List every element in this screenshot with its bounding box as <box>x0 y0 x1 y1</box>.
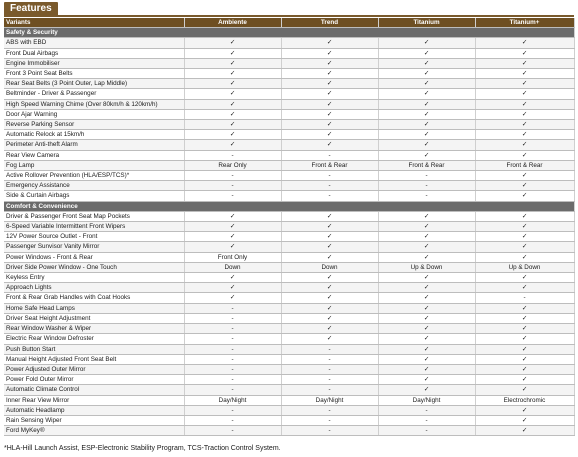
feature-value: ✓ <box>475 252 574 262</box>
table-row <box>4 69 574 79</box>
feature-value: ✓ <box>475 405 574 415</box>
feature-name: Power Adjusted Outer Mirror <box>4 364 184 374</box>
feature-value: ✓ <box>281 252 378 262</box>
feature-value: Down <box>281 262 378 272</box>
feature-value: - <box>184 344 281 354</box>
feature-value: - <box>281 415 378 425</box>
feature-name: Inner Rear View Mirror <box>4 395 184 405</box>
feature-value: ✓ <box>281 130 378 140</box>
feature-value: Up & Down <box>378 262 475 272</box>
table-row <box>4 283 574 293</box>
feature-name: Rain Sensing Wiper <box>4 415 184 425</box>
feature-value: ✓ <box>184 99 281 109</box>
table-row <box>4 415 574 425</box>
feature-name: Front & Rear Grab Handles with Coat Hooks <box>4 293 184 303</box>
feature-value: ✓ <box>475 211 574 221</box>
feature-value: ✓ <box>281 48 378 58</box>
feature-name: Home Safe Head Lamps <box>4 303 184 313</box>
feature-name: Approach Lights <box>4 283 184 293</box>
feature-value: - <box>281 171 378 181</box>
feature-value: Front & Rear <box>281 160 378 170</box>
footnote: *HLA-Hill Launch Assist, ESP-Electronic Stability Program, TCS-Traction Control System. <box>4 445 281 452</box>
feature-value: Front Only <box>184 252 281 262</box>
feature-value: - <box>184 405 281 415</box>
feature-value: - <box>281 354 378 364</box>
feature-value: ✓ <box>281 324 378 334</box>
feature-value: - <box>281 344 378 354</box>
feature-value: ✓ <box>475 130 574 140</box>
feature-value: ✓ <box>281 232 378 242</box>
feature-value: Day/Night <box>378 395 475 405</box>
feature-value: ✓ <box>281 69 378 79</box>
feature-name: Driver & Passenger Front Seat Map Pockets <box>4 211 184 221</box>
feature-value: ✓ <box>184 283 281 293</box>
table-row <box>4 181 574 191</box>
feature-value: ✓ <box>184 58 281 68</box>
table-row <box>4 38 574 48</box>
feature-name: Active Rollover Prevention (HLA/ESP/TCS)* <box>4 171 184 181</box>
feature-name: Power Fold Outer Mirror <box>4 375 184 385</box>
feature-value: ✓ <box>281 242 378 252</box>
feature-value: ✓ <box>475 120 574 130</box>
feature-value: Rear Only <box>184 160 281 170</box>
feature-value: ✓ <box>281 222 378 232</box>
feature-name: Rear Window Washer & Wiper <box>4 324 184 334</box>
table-row <box>4 262 574 272</box>
feature-value: - <box>184 364 281 374</box>
feature-value: ✓ <box>281 58 378 68</box>
feature-value: Down <box>184 262 281 272</box>
feature-value: ✓ <box>475 344 574 354</box>
feature-value: - <box>184 354 281 364</box>
feature-value: ✓ <box>475 324 574 334</box>
table-row <box>4 293 574 303</box>
feature-value: ✓ <box>378 334 475 344</box>
feature-value: - <box>184 334 281 344</box>
column-header-titanium: Titanium <box>378 18 475 28</box>
feature-value: ✓ <box>378 58 475 68</box>
feature-value: ✓ <box>281 303 378 313</box>
feature-value: ✓ <box>475 48 574 58</box>
table-row <box>4 354 574 364</box>
feature-value: ✓ <box>378 364 475 374</box>
table-row <box>4 191 574 201</box>
feature-value: ✓ <box>378 354 475 364</box>
feature-value: - <box>378 426 475 436</box>
feature-value: ✓ <box>475 313 574 323</box>
section-title: Safety & Security <box>4 28 574 38</box>
table-row <box>4 385 574 395</box>
feature-name: Manual Height Adjusted Front Seat Belt <box>4 354 184 364</box>
table-row <box>4 89 574 99</box>
feature-value: ✓ <box>378 375 475 385</box>
feature-name: ABS with EBD <box>4 38 184 48</box>
feature-name: High Speed Warning Chime (Over 80km/h & 120km/h) <box>4 99 184 109</box>
feature-name: Rear Seat Belts (3 Point Outer, Lap Middle) <box>4 79 184 89</box>
feature-name: 12V Power Source Outlet - Front <box>4 232 184 242</box>
feature-value: ✓ <box>184 48 281 58</box>
column-header-titanium-plus: Titanium+ <box>475 18 574 28</box>
feature-value: ✓ <box>281 38 378 48</box>
section-header <box>4 28 574 38</box>
feature-value: ✓ <box>281 79 378 89</box>
feature-value: ✓ <box>475 385 574 395</box>
feature-value: ✓ <box>184 293 281 303</box>
feature-value: ✓ <box>378 48 475 58</box>
feature-value: ✓ <box>281 109 378 119</box>
feature-value: ✓ <box>378 130 475 140</box>
feature-value: - <box>281 191 378 201</box>
feature-value: ✓ <box>184 242 281 252</box>
feature-value: - <box>184 324 281 334</box>
feature-value: ✓ <box>184 89 281 99</box>
feature-value: ✓ <box>281 313 378 323</box>
feature-value: ✓ <box>378 109 475 119</box>
feature-value: - <box>281 181 378 191</box>
title-divider <box>4 15 574 17</box>
table-row <box>4 109 574 119</box>
feature-value: ✓ <box>184 79 281 89</box>
feature-value: - <box>378 191 475 201</box>
table-row <box>4 140 574 150</box>
feature-value: - <box>475 293 574 303</box>
feature-value: ✓ <box>184 109 281 119</box>
feature-value: ✓ <box>475 191 574 201</box>
feature-value: ✓ <box>184 232 281 242</box>
feature-value: ✓ <box>475 415 574 425</box>
feature-name: Electric Rear Window Defroster <box>4 334 184 344</box>
feature-name: 6-Speed Variable Intermittent Front Wipers <box>4 222 184 232</box>
feature-value: ✓ <box>281 120 378 130</box>
feature-value: ✓ <box>184 130 281 140</box>
feature-value: ✓ <box>475 58 574 68</box>
feature-name: Passenger Sunvisor Vanity Mirror <box>4 242 184 252</box>
table-row <box>4 160 574 170</box>
header-row <box>4 18 574 28</box>
section-header <box>4 201 574 211</box>
feature-name: Reverse Parking Sensor <box>4 120 184 130</box>
feature-value: Day/Night <box>184 395 281 405</box>
feature-value: ✓ <box>475 426 574 436</box>
feature-name: Side & Curtain Airbags <box>4 191 184 201</box>
feature-value: ✓ <box>281 334 378 344</box>
feature-value: Electrochromic <box>475 395 574 405</box>
feature-value: Day/Night <box>281 395 378 405</box>
feature-value: - <box>184 375 281 385</box>
feature-value: ✓ <box>475 181 574 191</box>
feature-value: ✓ <box>378 38 475 48</box>
feature-value: ✓ <box>475 303 574 313</box>
feature-value: - <box>184 191 281 201</box>
feature-value: ✓ <box>475 109 574 119</box>
feature-value: - <box>184 303 281 313</box>
feature-value: ✓ <box>184 120 281 130</box>
feature-name: Automatic Relock at 15km/h <box>4 130 184 140</box>
features-table <box>4 18 575 436</box>
feature-value: ✓ <box>475 79 574 89</box>
feature-value: ✓ <box>281 99 378 109</box>
feature-value: ✓ <box>281 283 378 293</box>
feature-name: Automatic Headlamp <box>4 405 184 415</box>
feature-value: ✓ <box>475 140 574 150</box>
table-row <box>4 252 574 262</box>
feature-name: Keyless Entry <box>4 273 184 283</box>
feature-value: - <box>378 181 475 191</box>
feature-value: ✓ <box>281 293 378 303</box>
feature-value: ✓ <box>184 69 281 79</box>
feature-value: - <box>184 150 281 160</box>
feature-value: ✓ <box>475 375 574 385</box>
table-row <box>4 222 574 232</box>
feature-value: ✓ <box>281 273 378 283</box>
feature-name: Beltminder - Driver & Passenger <box>4 89 184 99</box>
feature-value: ✓ <box>378 140 475 150</box>
feature-value: Front & Rear <box>475 160 574 170</box>
feature-value: ✓ <box>378 89 475 99</box>
feature-name: Ford MyKey® <box>4 426 184 436</box>
feature-value: ✓ <box>475 171 574 181</box>
table-row <box>4 313 574 323</box>
feature-name: Push Button Start <box>4 344 184 354</box>
feature-value: - <box>281 426 378 436</box>
feature-name: Power Windows - Front & Rear <box>4 252 184 262</box>
feature-value: ✓ <box>378 283 475 293</box>
feature-value: - <box>281 405 378 415</box>
table-row <box>4 273 574 283</box>
feature-value: ✓ <box>475 364 574 374</box>
feature-value: ✓ <box>475 150 574 160</box>
table-row <box>4 150 574 160</box>
feature-value: Front & Rear <box>378 160 475 170</box>
table-row <box>4 426 574 436</box>
table-row <box>4 79 574 89</box>
feature-value: ✓ <box>378 69 475 79</box>
feature-value: ✓ <box>475 99 574 109</box>
feature-value: - <box>378 415 475 425</box>
table-row <box>4 405 574 415</box>
feature-name: Engine Immobiliser <box>4 58 184 68</box>
feature-value: ✓ <box>475 232 574 242</box>
feature-value: - <box>184 385 281 395</box>
table-body <box>4 28 574 436</box>
table-row <box>4 58 574 68</box>
feature-value: ✓ <box>475 242 574 252</box>
table-row <box>4 344 574 354</box>
feature-value: ✓ <box>475 89 574 99</box>
column-header-ambiente: Ambiente <box>184 18 281 28</box>
table-row <box>4 303 574 313</box>
column-header-trend: Trend <box>281 18 378 28</box>
feature-name: Driver Side Power Window - One Touch <box>4 262 184 272</box>
section-title: Comfort & Convenience <box>4 201 574 211</box>
feature-value: ✓ <box>281 211 378 221</box>
table-row <box>4 375 574 385</box>
table-row <box>4 242 574 252</box>
feature-value: ✓ <box>475 273 574 283</box>
feature-value: ✓ <box>378 324 475 334</box>
column-header-variants: Variants <box>4 18 184 28</box>
feature-name: Door Ajar Warning <box>4 109 184 119</box>
feature-name: Driver Seat Height Adjustment <box>4 313 184 323</box>
feature-value: ✓ <box>378 344 475 354</box>
feature-value: ✓ <box>378 150 475 160</box>
feature-value: - <box>184 181 281 191</box>
feature-value: ✓ <box>378 252 475 262</box>
feature-value: - <box>378 171 475 181</box>
feature-value: - <box>281 150 378 160</box>
feature-value: ✓ <box>184 140 281 150</box>
feature-value: ✓ <box>184 211 281 221</box>
feature-value: ✓ <box>378 99 475 109</box>
feature-value: ✓ <box>184 38 281 48</box>
feature-value: ✓ <box>475 283 574 293</box>
feature-value: ✓ <box>281 140 378 150</box>
feature-value: ✓ <box>475 354 574 364</box>
feature-value: ✓ <box>184 273 281 283</box>
feature-value: ✓ <box>475 38 574 48</box>
feature-value: - <box>378 405 475 415</box>
feature-value: - <box>281 385 378 395</box>
table-row <box>4 364 574 374</box>
feature-name: Perimeter Anti-theft Alarm <box>4 140 184 150</box>
feature-value: ✓ <box>378 222 475 232</box>
feature-value: - <box>184 415 281 425</box>
feature-name: Front Dual Airbags <box>4 48 184 58</box>
feature-value: Up & Down <box>475 262 574 272</box>
feature-value: ✓ <box>378 79 475 89</box>
table-row <box>4 120 574 130</box>
feature-name: Emergency Assistance <box>4 181 184 191</box>
feature-name: Fog Lamp <box>4 160 184 170</box>
table-row <box>4 395 574 405</box>
feature-value: ✓ <box>281 89 378 99</box>
feature-value: ✓ <box>378 242 475 252</box>
table-row <box>4 324 574 334</box>
feature-name: Front 3 Point Seat Belts <box>4 69 184 79</box>
feature-name: Rear View Camera <box>4 150 184 160</box>
feature-value: - <box>184 313 281 323</box>
feature-value: ✓ <box>378 232 475 242</box>
feature-value: ✓ <box>378 120 475 130</box>
feature-value: ✓ <box>378 211 475 221</box>
feature-value: - <box>184 171 281 181</box>
feature-value: ✓ <box>475 334 574 344</box>
feature-value: - <box>281 364 378 374</box>
table-row <box>4 232 574 242</box>
table-row <box>4 130 574 140</box>
feature-value: ✓ <box>184 222 281 232</box>
feature-value: - <box>184 426 281 436</box>
feature-value: ✓ <box>475 222 574 232</box>
table-row <box>4 48 574 58</box>
table-row <box>4 99 574 109</box>
table-row <box>4 171 574 181</box>
feature-value: ✓ <box>475 69 574 79</box>
table-row <box>4 334 574 344</box>
table-row <box>4 211 574 221</box>
feature-value: ✓ <box>378 293 475 303</box>
feature-value: ✓ <box>378 273 475 283</box>
feature-value: ✓ <box>378 303 475 313</box>
feature-value: - <box>281 375 378 385</box>
feature-value: ✓ <box>378 385 475 395</box>
feature-name: Automatic Climate Control <box>4 385 184 395</box>
feature-value: ✓ <box>378 313 475 323</box>
page-title: Features <box>4 2 58 16</box>
